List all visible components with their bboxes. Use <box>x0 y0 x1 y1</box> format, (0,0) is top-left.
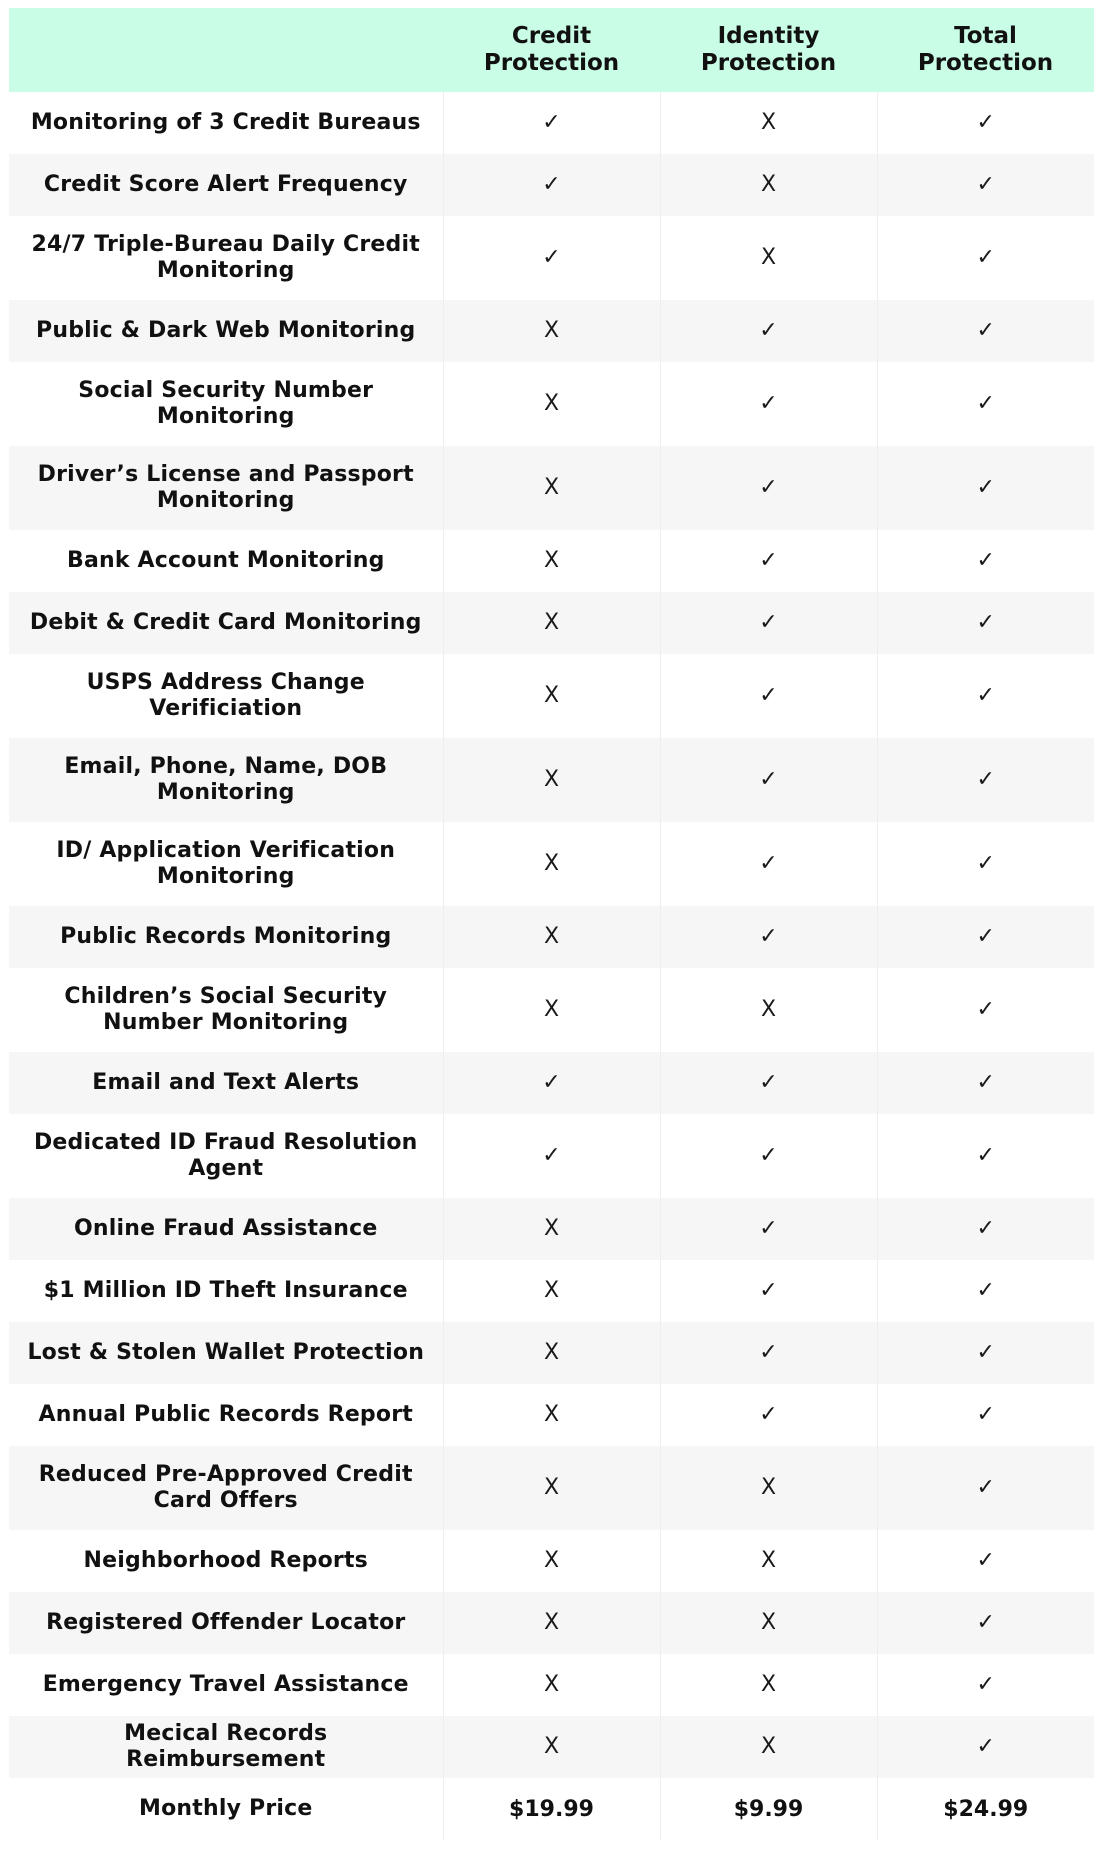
mark-identity: X <box>660 1530 877 1592</box>
mark-total: ✓ <box>877 822 1094 906</box>
mark-total: ✓ <box>877 1446 1094 1530</box>
table-row <box>9 1446 1094 1530</box>
mark-total: ✓ <box>877 92 1094 154</box>
feature-label: Credit Score Alert Frequency <box>9 154 443 216</box>
mark-identity: ✓ <box>660 1260 877 1322</box>
feature-label: Neighborhood Reports <box>9 1530 443 1592</box>
mark-total: ✓ <box>877 968 1094 1052</box>
table-row <box>9 906 1094 968</box>
mark-identity: X <box>660 968 877 1052</box>
feature-label: Social Security Number Monitoring <box>9 362 443 446</box>
mark-identity: ✓ <box>660 446 877 530</box>
mark-credit: X <box>443 654 660 738</box>
mark-credit: X <box>443 968 660 1052</box>
mark-identity: ✓ <box>660 1114 877 1198</box>
header-row <box>9 8 1094 92</box>
feature-label: USPS Address Change Verificiation <box>9 654 443 738</box>
feature-label: Emergency Travel Assistance <box>9 1654 443 1716</box>
mark-identity: X <box>660 216 877 300</box>
mark-total: ✓ <box>877 1052 1094 1114</box>
mark-total: ✓ <box>877 446 1094 530</box>
mark-total: ✓ <box>877 530 1094 592</box>
price-identity: $9.99 <box>660 1778 877 1840</box>
feature-label: Reduced Pre-Approved Credit Card Offers <box>9 1446 443 1530</box>
mark-total: ✓ <box>877 362 1094 446</box>
mark-identity: X <box>660 1716 877 1778</box>
feature-label: Online Fraud Assistance <box>9 1198 443 1260</box>
table-row <box>9 738 1094 822</box>
plan-comparison-table <box>9 8 1094 1840</box>
mark-total: ✓ <box>877 1384 1094 1446</box>
mark-identity: X <box>660 1446 877 1530</box>
table-row <box>9 154 1094 216</box>
mark-identity: ✓ <box>660 906 877 968</box>
table-row <box>9 1114 1094 1198</box>
table-row <box>9 654 1094 738</box>
mark-credit: X <box>443 530 660 592</box>
mark-credit: X <box>443 1446 660 1530</box>
feature-label: ID/ Application Verification Monitoring <box>9 822 443 906</box>
mark-credit: X <box>443 1260 660 1322</box>
mark-identity: ✓ <box>660 300 877 362</box>
mark-total: ✓ <box>877 1654 1094 1716</box>
price-row <box>9 1778 1094 1840</box>
mark-total: ✓ <box>877 1716 1094 1778</box>
feature-label: Bank Account Monitoring <box>9 530 443 592</box>
table-row <box>9 968 1094 1052</box>
mark-credit: ✓ <box>443 216 660 300</box>
table-row <box>9 446 1094 530</box>
feature-label: Mecical Records Reimbursement <box>9 1716 443 1778</box>
mark-total: ✓ <box>877 1592 1094 1654</box>
mark-credit: X <box>443 1654 660 1716</box>
table-row <box>9 92 1094 154</box>
table-row <box>9 300 1094 362</box>
table-row <box>9 822 1094 906</box>
table-row <box>9 1052 1094 1114</box>
table-row <box>9 362 1094 446</box>
mark-identity: ✓ <box>660 738 877 822</box>
mark-total: ✓ <box>877 1198 1094 1260</box>
mark-credit: ✓ <box>443 1052 660 1114</box>
feature-label: Dedicated ID Fraud Resolution Agent <box>9 1114 443 1198</box>
table-row <box>9 1384 1094 1446</box>
header-credit-protection: Credit Protection <box>443 8 660 92</box>
table-row <box>9 1260 1094 1322</box>
feature-label: $1 Million ID Theft Insurance <box>9 1260 443 1322</box>
price-credit: $19.99 <box>443 1778 660 1840</box>
mark-identity: ✓ <box>660 1198 877 1260</box>
mark-identity: X <box>660 92 877 154</box>
feature-label: Children’s Social Security Number Monitoring <box>9 968 443 1052</box>
mark-identity: ✓ <box>660 1384 877 1446</box>
mark-credit: ✓ <box>443 1114 660 1198</box>
feature-label: Debit & Credit Card Monitoring <box>9 592 443 654</box>
feature-label: Driver’s License and Passport Monitoring <box>9 446 443 530</box>
mark-identity: X <box>660 1654 877 1716</box>
feature-label: 24/7 Triple-Bureau Daily Credit Monitoring <box>9 216 443 300</box>
mark-credit: X <box>443 1198 660 1260</box>
feature-label: Public & Dark Web Monitoring <box>9 300 443 362</box>
feature-label: Public Records Monitoring <box>9 906 443 968</box>
mark-credit: X <box>443 300 660 362</box>
mark-identity: X <box>660 154 877 216</box>
mark-credit: X <box>443 1530 660 1592</box>
table-row <box>9 1716 1094 1778</box>
mark-credit: X <box>443 1716 660 1778</box>
feature-label: Annual Public Records Report <box>9 1384 443 1446</box>
mark-credit: X <box>443 738 660 822</box>
mark-identity: ✓ <box>660 530 877 592</box>
mark-identity: ✓ <box>660 1322 877 1384</box>
table-row <box>9 530 1094 592</box>
mark-identity: X <box>660 1592 877 1654</box>
mark-credit: X <box>443 906 660 968</box>
mark-total: ✓ <box>877 216 1094 300</box>
feature-label: Monitoring of 3 Credit Bureaus <box>9 92 443 154</box>
table-row <box>9 1198 1094 1260</box>
mark-credit: X <box>443 822 660 906</box>
mark-credit: X <box>443 1322 660 1384</box>
mark-credit: X <box>443 1592 660 1654</box>
mark-credit: ✓ <box>443 92 660 154</box>
comparison-body <box>9 92 1094 1840</box>
mark-total: ✓ <box>877 300 1094 362</box>
mark-credit: X <box>443 592 660 654</box>
mark-total: ✓ <box>877 1260 1094 1322</box>
mark-total: ✓ <box>877 1322 1094 1384</box>
table-row <box>9 1322 1094 1384</box>
mark-identity: ✓ <box>660 654 877 738</box>
plan-comparison-table-container <box>9 8 1094 1840</box>
table-row <box>9 1592 1094 1654</box>
table-row <box>9 592 1094 654</box>
mark-credit: X <box>443 446 660 530</box>
mark-credit: X <box>443 1384 660 1446</box>
feature-label: Registered Offender Locator <box>9 1592 443 1654</box>
mark-total: ✓ <box>877 906 1094 968</box>
table-row <box>9 1530 1094 1592</box>
feature-label: Lost & Stolen Wallet Protection <box>9 1322 443 1384</box>
price-total: $24.99 <box>877 1778 1094 1840</box>
header-identity-protection: Identity Protection <box>660 8 877 92</box>
mark-identity: ✓ <box>660 822 877 906</box>
table-row <box>9 216 1094 300</box>
mark-credit: ✓ <box>443 154 660 216</box>
mark-total: ✓ <box>877 592 1094 654</box>
mark-total: ✓ <box>877 1530 1094 1592</box>
header-feature <box>9 8 443 92</box>
mark-identity: ✓ <box>660 362 877 446</box>
mark-total: ✓ <box>877 154 1094 216</box>
header-total-protection: Total Protection <box>877 8 1094 92</box>
feature-label: Email, Phone, Name, DOB Monitoring <box>9 738 443 822</box>
mark-identity: ✓ <box>660 1052 877 1114</box>
mark-total: ✓ <box>877 1114 1094 1198</box>
table-row <box>9 1654 1094 1716</box>
mark-identity: ✓ <box>660 592 877 654</box>
mark-total: ✓ <box>877 738 1094 822</box>
feature-label: Monthly Price <box>9 1778 443 1840</box>
feature-label: Email and Text Alerts <box>9 1052 443 1114</box>
mark-total: ✓ <box>877 654 1094 738</box>
mark-credit: X <box>443 362 660 446</box>
